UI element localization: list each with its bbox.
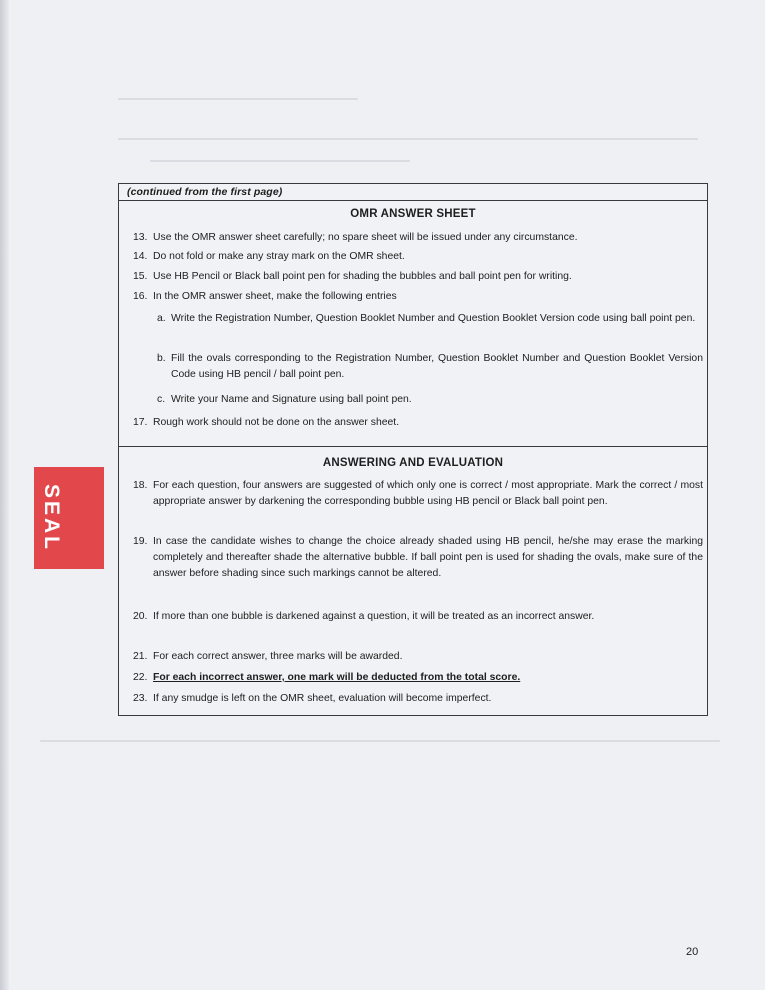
item-number: 18. (133, 480, 148, 491)
instruction-19 (133, 534, 703, 582)
instruction-21 (133, 649, 703, 665)
show-through-line (118, 138, 698, 140)
item-number: 19. (133, 536, 148, 547)
instruction-16c (157, 392, 703, 408)
sub-item-letter: a. (157, 313, 166, 324)
item-text: Use the OMR answer sheet carefully; no spare sheet will be issued under any circumstance. (153, 232, 578, 243)
item-text: If more than one bubble is darkened against a question, it will be treated as an incorrect answer. (153, 611, 595, 622)
evaluation-section-heading: ANSWERING AND EVALUATION (322, 457, 504, 469)
sub-item-text: Fill the ovals corresponding to the Registration Number, Question Booklet Number and Question Booklet Version Code using HB pencil / ball point pen. (171, 353, 703, 380)
instruction-17 (133, 415, 703, 431)
sub-item-letter: b. (157, 353, 166, 364)
instruction-20 (133, 609, 703, 625)
instruction-16a (157, 311, 703, 327)
omr-section-heading: OMR ANSWER SHEET (350, 208, 476, 220)
sub-item-text: Write your Name and Signature using ball point pen. (171, 394, 412, 405)
item-number: 22. (133, 672, 148, 683)
seal-label: SEAL (40, 483, 63, 553)
item-text: Rough work should not be done on the answer sheet. (153, 417, 400, 428)
instruction-13 (133, 230, 703, 246)
item-text: For each correct answer, three marks will be awarded. (153, 651, 403, 662)
item-text: In the OMR answer sheet, make the following entries (153, 291, 397, 302)
sub-item-letter: c. (157, 394, 166, 405)
item-number: 13. (133, 232, 148, 243)
sub-item-text: Write the Registration Number, Question Booklet Number and Question Booklet Version code using ball point pen. (171, 313, 696, 324)
show-through-line (150, 160, 410, 162)
item-text: If any smudge is left on the OMR sheet, evaluation will become imperfect. (153, 693, 492, 704)
continued-note: (continued from the first page) (119, 184, 707, 201)
instruction-22 (133, 670, 703, 686)
item-number: 14. (133, 251, 148, 262)
item-number: 17. (133, 417, 148, 428)
instruction-16 (133, 289, 703, 305)
instruction-18 (133, 478, 703, 510)
item-number: 21. (133, 651, 148, 662)
instruction-16b (157, 351, 703, 383)
item-number: 15. (133, 271, 148, 282)
item-text: For each question, four answers are suggested of which only one is correct / most appropriate. Mark the correct / most appropriate answer by darkening the corresponding bubble using HB pencil or Black ball point pen. (153, 480, 703, 507)
instruction-15 (133, 269, 703, 285)
item-number: 23. (133, 693, 148, 704)
item-number: 16. (133, 291, 148, 302)
item-text: Use HB Pencil or Black ball point pen for shading the bubbles and ball point pen for writing. (153, 271, 572, 282)
page-binding-edge (0, 0, 9, 990)
show-through-line (40, 740, 720, 742)
page-number: 20 (686, 946, 699, 958)
instructions-box (118, 183, 708, 716)
instruction-14 (133, 249, 703, 265)
section-divider (119, 446, 707, 447)
item-text: For each incorrect answer, one mark will be deducted from the total score. (153, 672, 521, 683)
show-through-line (118, 98, 358, 100)
item-text: Do not fold or make any stray mark on the OMR sheet. (153, 251, 405, 262)
item-text: In case the candidate wishes to change the choice already shaded using HB pencil, he/she may erase the marking completely and thereafter shade the alternative bubble. If ball point pen is used for shading the ovals, make sure of the answer before shading since such markings cannot be altered. (153, 536, 703, 579)
item-number: 20. (133, 611, 148, 622)
instruction-23 (133, 691, 703, 707)
